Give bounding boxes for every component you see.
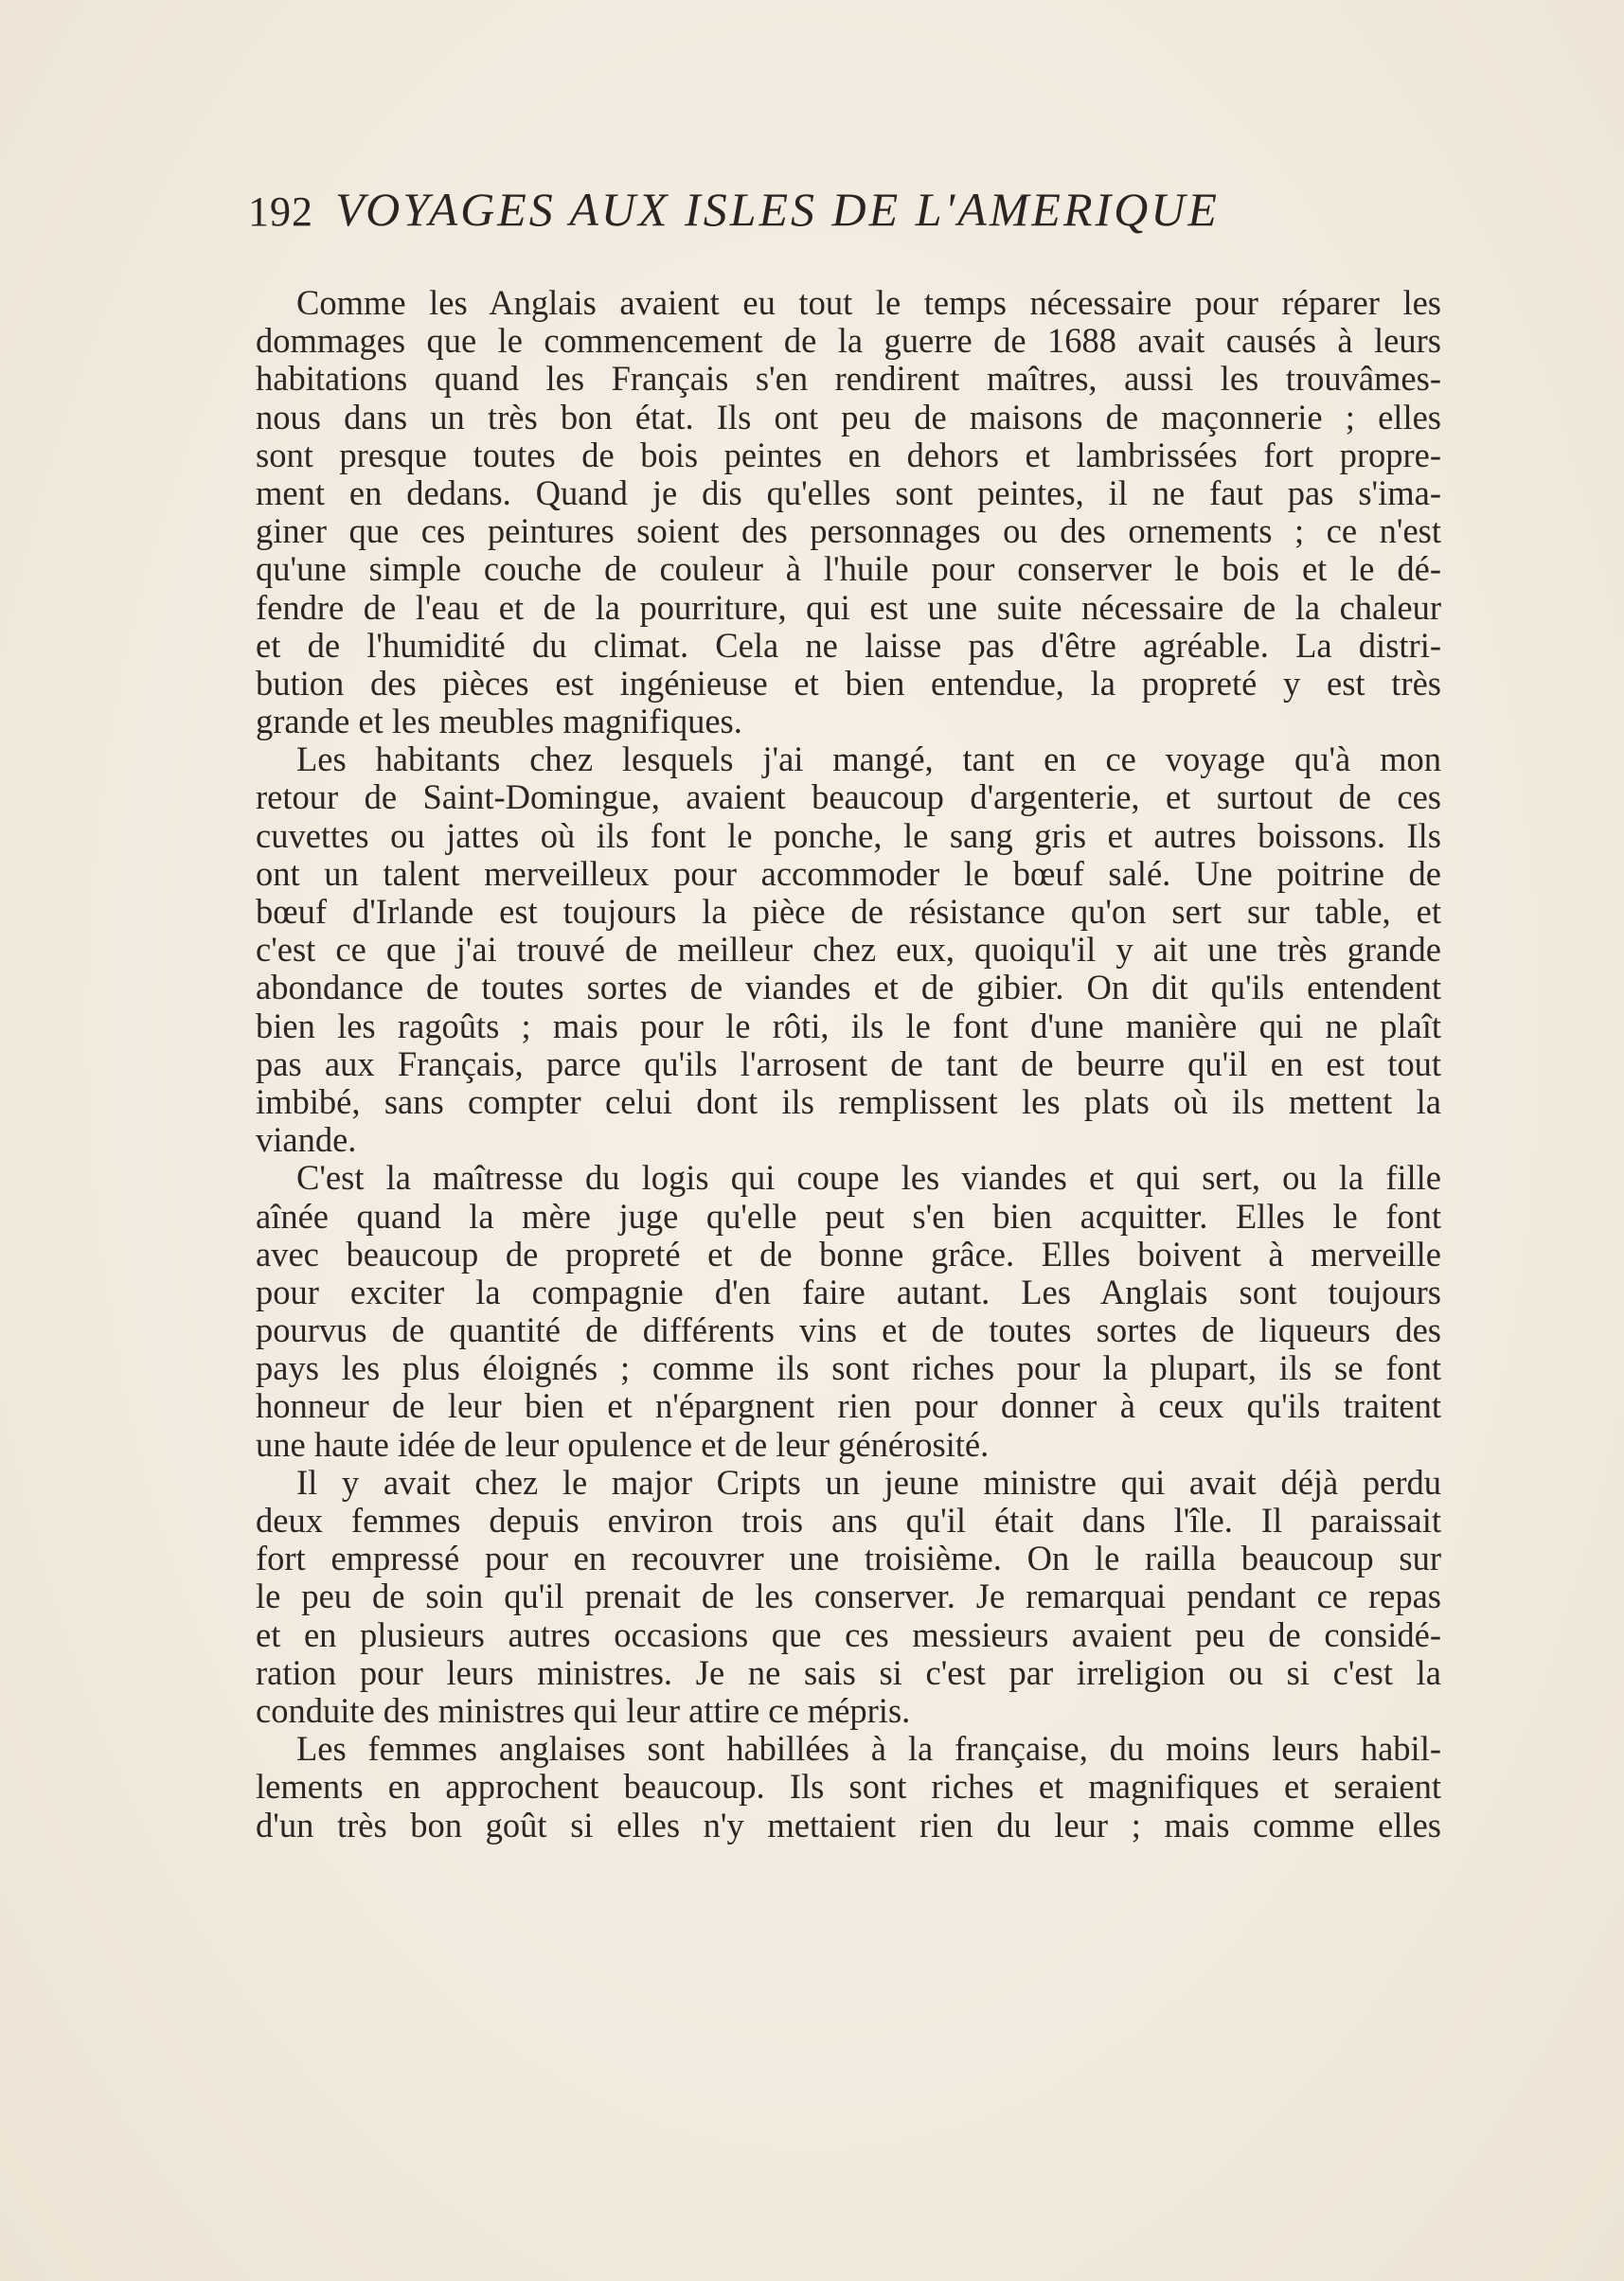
text-line: pas aux Français, parce qu'ils l'arrosent de tant de beurre qu'il en est tout [256, 1043, 1441, 1083]
text-line: fort empressé pour en recouvrer une troisième. On le railla beaucoup sur [256, 1539, 1441, 1578]
text-line: conduite des ministres qui leur attire ce mépris. [256, 1690, 911, 1730]
text-line: fendre de l'eau et de la pourriture, qui est une suite nécessaire de la chaleur [256, 587, 1441, 627]
paragraph [256, 740, 1441, 1159]
text-line: habitations quand les Français s'en rendirent maîtres, aussi les trouvâmes- [256, 359, 1441, 399]
paragraph [256, 1464, 1441, 1730]
paragraph [256, 1730, 1441, 1844]
text-line: Il y avait chez le major Cripts un jeune ministre qui avait déjà perdu [296, 1462, 1441, 1502]
text-line: pour exciter la compagnie d'en faire autant. Les Anglais sont toujours [256, 1272, 1441, 1311]
text-line: avec beaucoup de propreté et de bonne grâce. Elles boivent à merveille [256, 1234, 1441, 1274]
text-line: le peu de soin qu'il prenait de les conserver. Je remarquai pendant ce repas [256, 1577, 1441, 1616]
page-number: 192 [248, 188, 313, 235]
text-line: pays les plus éloignés ; comme ils sont riches pour la plupart, ils se font [256, 1348, 1441, 1388]
body-text [256, 284, 1441, 1844]
text-line: dommages que le commencement de la guerre de 1688 avait causés à leurs [256, 321, 1441, 361]
text-line: et de l'humidité du climat. Cela ne laisse pas d'être agréable. La distri- [256, 625, 1441, 665]
running-head [248, 182, 1384, 248]
text-line: ment en dedans. Quand je dis qu'elles sont peintes, il ne faut pas s'ima- [256, 472, 1441, 512]
text-line: ration pour leurs ministres. Je ne sais si c'est par irreligion ou si c'est la [256, 1652, 1441, 1692]
paragraph [256, 1159, 1441, 1464]
text-line: ont un talent merveilleux pour accommoder le bœuf salé. Une poitrine de [256, 853, 1441, 893]
text-line: et en plusieurs autres occasions que ces messieurs avaient peu de considé- [256, 1614, 1441, 1654]
text-line: grande et les meubles magnifiques. [256, 702, 742, 741]
text-line: abondance de toutes sortes de viandes et de gibier. On dit qu'ils entendent [256, 968, 1441, 1007]
text-line: bien les ragoûts ; mais pour le rôti, ils le font d'une manière qui ne plaît [256, 1006, 1441, 1045]
text-line: retour de Saint-Domingue, avaient beaucoup d'argenterie, et surtout de ces [256, 777, 1441, 817]
text-line: Comme les Anglais avaient eu tout le temps nécessaire pour réparer les [296, 283, 1441, 322]
text-line: sont presque toutes de bois peintes en dehors et lambrissées fort propre- [256, 435, 1441, 474]
text-line: aînée quand la mère juge qu'elle peut s'en bien acquitter. Elles le font [256, 1196, 1441, 1236]
text-line: c'est ce que j'ai trouvé de meilleur chez eux, quoiqu'il y ait une très grande [256, 930, 1441, 970]
book-title: VOYAGES AUX ISLES DE L'AMERIQUE [335, 183, 1220, 236]
text-line: Les femmes anglaises sont habillées à la française, du moins leurs habil- [296, 1729, 1441, 1769]
text-line: Les habitants chez lesquels j'ai mangé, tant en ce voyage qu'à mon [296, 740, 1441, 779]
text-line: d'un très bon goût si elles n'y mettaient rien du leur ; mais comme elles [256, 1805, 1441, 1844]
text-line: C'est la maîtresse du logis qui coupe les viandes et qui sert, ou la fille [296, 1158, 1441, 1198]
text-line: lements en approchent beaucoup. Ils sont riches et magnifiques et seraient [256, 1767, 1441, 1807]
text-line: nous dans un très bon état. Ils ont peu de maisons de maçonnerie ; elles [256, 397, 1441, 437]
text-line: qu'une simple couche de couleur à l'huile pour conserver le bois et le dé- [256, 549, 1441, 589]
text-line: une haute idée de leur opulence et de leur générosité. [256, 1424, 990, 1464]
text-line: pourvus de quantité de différents vins et de toutes sortes de liqueurs des [256, 1310, 1441, 1350]
text-line: cuvettes ou jattes où ils font le ponche, le sang gris et autres boissons. Ils [256, 815, 1441, 855]
paragraph [256, 284, 1441, 740]
text-line: giner que ces peintures soient des personnages ou des ornements ; ce n'est [256, 511, 1441, 551]
text-line: honneur de leur bien et n'épargnent rien pour donner à ceux qu'ils traitent [256, 1386, 1441, 1426]
text-line: viande. [256, 1120, 357, 1160]
text-line: bution des pièces est ingénieuse et bien entendue, la propreté y est très [256, 663, 1441, 703]
text-line: deux femmes depuis environ trois ans qu'il était dans l'île. Il paraissait [256, 1501, 1441, 1540]
text-line: bœuf d'Irlande est toujours la pièce de résistance qu'on sert sur table, et [256, 892, 1441, 931]
text-line: imbibé, sans compter celui dont ils remplissent les plats où ils mettent la [256, 1081, 1441, 1121]
